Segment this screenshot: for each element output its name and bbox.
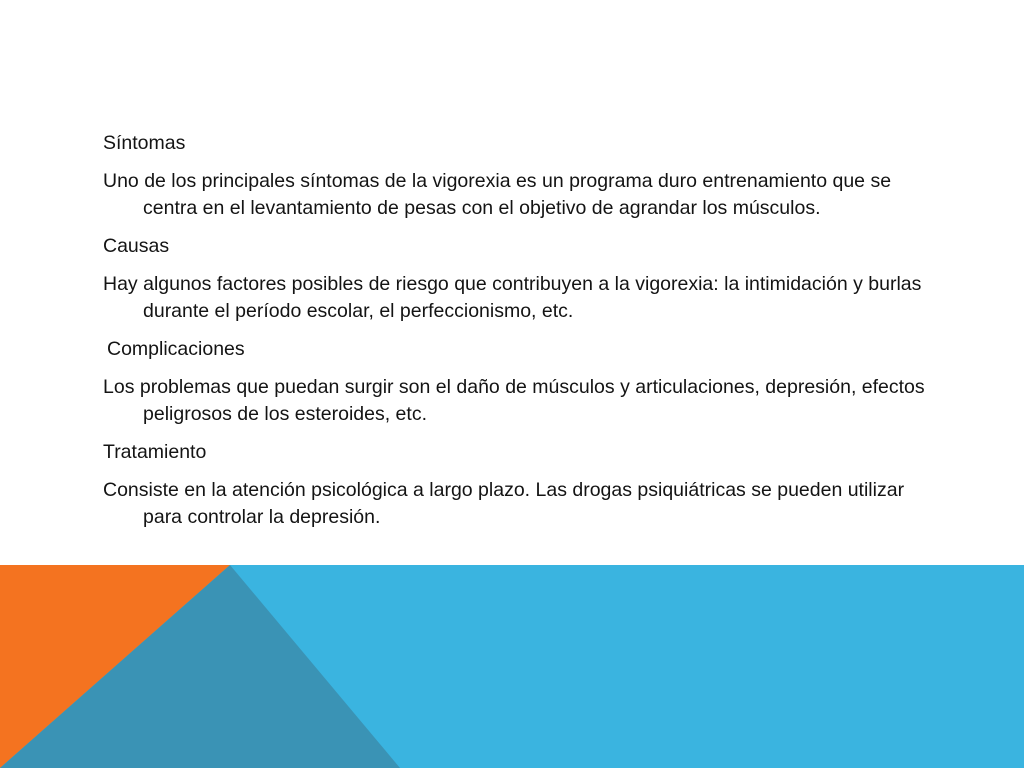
heading-causas: Causas: [103, 235, 170, 257]
body-sintomas: Uno de los principales síntomas de la vigorexia es un programa duro entrenamiento que se centra en el levantamiento de pesas con el objetivo de agrandar los músculos.: [103, 170, 892, 219]
heading-complicaciones: Complicaciones: [107, 338, 245, 360]
slide-content: [103, 130, 943, 542]
body-causas: Hay algunos factores posibles de riesgo que contribuyen a la vigorexia: la intimidación y burlas durante el período escolar, el perfeccionismo, etc.: [103, 273, 922, 322]
heading-tratamiento: Tratamiento: [103, 441, 207, 463]
heading-sintomas: Síntomas: [103, 132, 186, 154]
decorative-footer-shapes: [0, 565, 1024, 768]
body-tratamiento: Consiste en la atención psicológica a largo plazo. Las drogas psiquiátricas se pueden utilizar para controlar la depresión.: [103, 479, 905, 528]
body-complicaciones: Los problemas que puedan surgir son el daño de músculos y articulaciones, depresión, efectos peligrosos de los esteroides, etc.: [103, 376, 925, 425]
